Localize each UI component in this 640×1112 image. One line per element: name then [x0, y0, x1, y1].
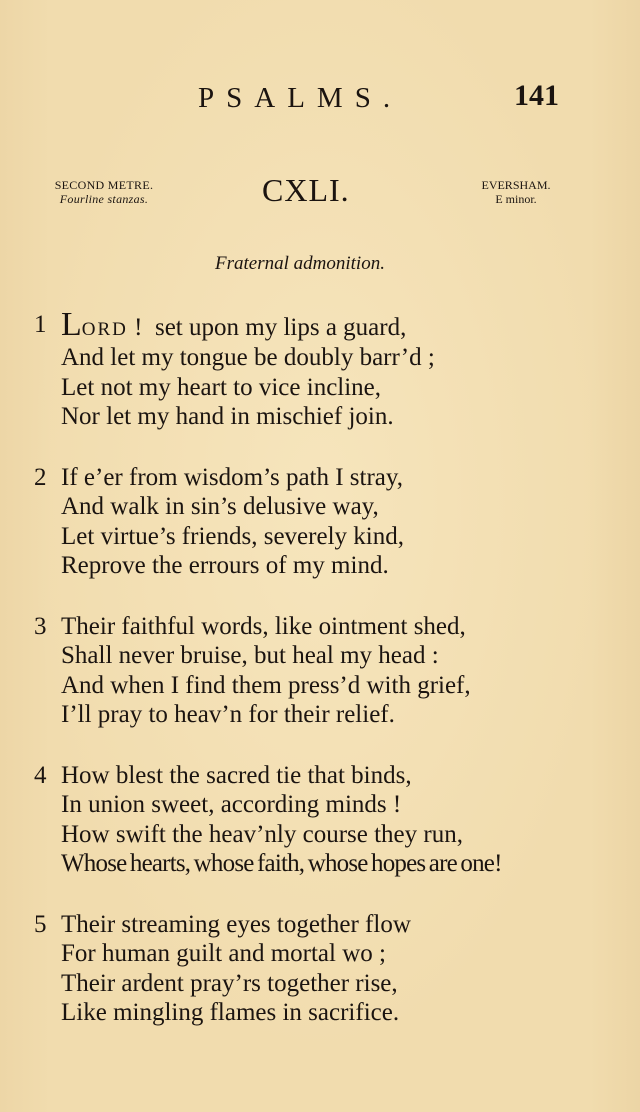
verse-line: Whose hearts, whose faith, whose hopes are one!	[61, 850, 502, 877]
verse-line: I’ll pray to heav’n for their relief.	[61, 701, 395, 728]
page-number: 141	[514, 79, 559, 112]
verse-line: Their streaming eyes together flow	[61, 910, 411, 938]
verse-line: Let not my heart to vice incline,	[61, 373, 382, 401]
tune-name: EVERSHAM.	[481, 178, 551, 192]
verse-line: And walk in sin’s delusive way,	[61, 493, 379, 520]
tune-key: E minor.	[495, 192, 537, 206]
metre-info	[34, 178, 174, 206]
stanza-number: 5	[34, 910, 47, 938]
psalm-number: CXLI.	[262, 172, 350, 208]
verse-line: Nor let my hand in mischief join.	[61, 403, 394, 430]
verse-line	[61, 307, 604, 343]
stanza-2	[34, 463, 604, 581]
drop-cap: L	[61, 306, 82, 343]
tune-info	[466, 178, 566, 206]
verse-line: Reprove the errours of my mind.	[61, 552, 389, 579]
stanza-list	[34, 307, 604, 1059]
stanza-5	[34, 910, 604, 1028]
stanza-1	[34, 307, 604, 432]
verse-line: Like mingling flames in sacrifice.	[61, 999, 400, 1026]
verse-line: If e’er from wisdom’s path I stray,	[61, 463, 404, 491]
psalm-subtitle: Fraternal admonition.	[215, 253, 385, 274]
stanza-number: 2	[34, 463, 47, 491]
verse-line: Their faithful words, like ointment shed,	[61, 612, 466, 640]
verse-line: How swift the heav’nly course they run,	[61, 820, 463, 848]
stanza-number: 1	[34, 311, 47, 338]
stanza-3	[34, 612, 604, 730]
verse-line: In union sweet, according minds !	[61, 791, 402, 818]
verse-line: And when I find them press’d with grief,	[61, 671, 471, 699]
verse-line: And let my tongue be doubly barr’d ;	[61, 344, 435, 371]
stanza-form: Fourline stanzas.	[59, 192, 149, 206]
stanza-number: 4	[34, 761, 47, 789]
verse-line: For human guilt and mortal wo ;	[61, 940, 386, 967]
metre-label: SECOND METRE.	[54, 178, 154, 192]
stanza-number: 3	[34, 612, 47, 640]
verse-line: Let virtue’s friends, severely kind,	[61, 522, 404, 550]
verse-line: Shall never bruise, but heal my head :	[61, 642, 439, 669]
verse-line: Their ardent pray’rs together rise,	[61, 969, 398, 997]
running-title: PSALMS.	[198, 82, 403, 114]
stanza-4	[34, 761, 604, 879]
small-caps-word: ORD	[81, 319, 128, 340]
verse-line-rest: ! set upon my lips a guard,	[127, 314, 407, 341]
verse-line: How blest the sacred tie that binds,	[61, 761, 412, 789]
